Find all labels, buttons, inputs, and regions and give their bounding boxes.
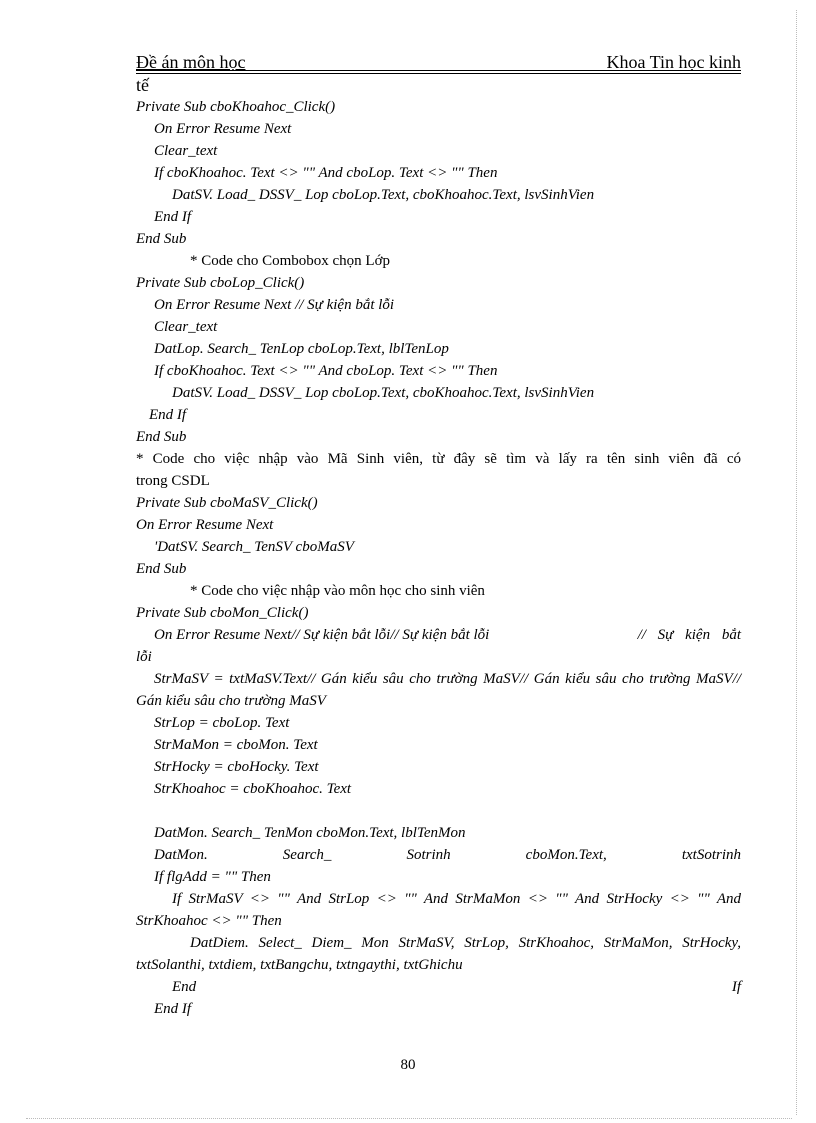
- code-line: If cboKhoahoc. Text <> "" And cboLop. Text <> "" Then: [154, 165, 498, 181]
- page-header: [136, 52, 741, 72]
- code-line: End If: [154, 1001, 192, 1017]
- code-line: End Sub: [136, 429, 187, 445]
- section-note: * Code cho việc nhập vào Mã Sinh viên, từ đây sẽ tìm và lấy ra tên sinh viên đã có: [136, 451, 741, 467]
- code-line: DatSV. Load_ DSSV_ Lop cboLop.Text, cboKhoahoc.Text, lsvSinhVien: [172, 187, 595, 203]
- code-line: End Sub: [136, 231, 187, 247]
- code-line: DatSV. Load_ DSSV_ Lop cboLop.Text, cboKhoahoc.Text, lsvSinhVien: [172, 385, 595, 401]
- section-note: * Code cho Combobox chọn Lớp: [190, 253, 390, 269]
- page-edge-right: [796, 10, 797, 1115]
- code-line: StrLop = cboLop. Text: [154, 715, 290, 731]
- code-line: On Error Resume Next: [154, 121, 292, 137]
- page-edge-bottom: [26, 1118, 792, 1119]
- header-rule-top: [136, 70, 741, 71]
- code-line: StrKhoahoc = cboKhoahoc. Text: [154, 781, 352, 797]
- header-right-title: Khoa Tin học kinh: [606, 52, 741, 72]
- code-line: Private Sub cboMon_Click(): [136, 605, 309, 621]
- header-rule-bottom: [136, 73, 741, 74]
- code-line: Private Sub cboKhoahoc_Click(): [136, 99, 336, 115]
- code-line: StrMaMon = cboMon. Text: [154, 737, 318, 753]
- code-line: End If: [172, 979, 741, 995]
- code-line: If cboKhoahoc. Text <> "" And cboLop. Text <> "" Then: [154, 363, 498, 379]
- code-line-part: // Sự kiện bắt: [637, 627, 741, 643]
- code-line: StrHocky = cboHocky. Text: [154, 759, 319, 775]
- code-listing: [136, 96, 741, 1020]
- section-note: * Code cho việc nhập vào môn học cho sinh viên: [190, 583, 485, 599]
- code-line: Private Sub cboMaSV_Click(): [136, 495, 318, 511]
- code-line: If StrMaSV <> "" And StrLop <> "" And StrMaMon <> "" And StrHocky <> "" And StrKhoahoc <> "" Then: [136, 891, 741, 929]
- code-line: DatMon. Search_ TenMon cboMon.Text, lblTenMon: [154, 825, 466, 841]
- section-note: trong CSDL: [136, 473, 210, 489]
- code-line: End If: [154, 209, 192, 225]
- code-line: DatMon. Search_ Sotrinh cboMon.Text, txtSotrinh: [154, 847, 741, 863]
- code-line: [136, 624, 741, 646]
- code-line: Clear_text: [154, 143, 218, 159]
- code-line: On Error Resume Next // Sự kiện bắt lỗi: [154, 297, 395, 313]
- code-line: End If: [149, 407, 187, 423]
- page-number: 80: [400, 1057, 416, 1073]
- code-line: DatDiem. Select_ Diem_ Mon StrMaSV, StrLop, StrKhoahoc, StrMaMon, StrHocky, txtSolanthi, txtdiem, txtBangchu, txtngaythi, txtGhichu: [136, 935, 741, 973]
- code-line: If flgAdd = "" Then: [154, 869, 271, 885]
- header-continuation: tế: [136, 75, 149, 95]
- code-line: DatLop. Search_ TenLop cboLop.Text, lblTenLop: [154, 341, 449, 357]
- code-line: Private Sub cboLop_Click(): [136, 275, 305, 291]
- code-line: On Error Resume Next: [136, 517, 274, 533]
- code-line: End Sub: [136, 561, 187, 577]
- header-left-title: Đề án môn học: [136, 52, 246, 72]
- code-line: 'DatSV. Search_ TenSV cboMaSV: [154, 539, 354, 555]
- blank-line: [136, 800, 741, 822]
- code-line: Clear_text: [154, 319, 218, 335]
- code-line: lỗi: [136, 649, 152, 665]
- code-line: StrMaSV = txtMaSV.Text// Gán kiểu sâu cho trường MaSV// Gán kiểu sâu cho trường MaSV// Gán kiểu sâu cho trường MaSV: [136, 671, 741, 709]
- code-line-part: On Error Resume Next// Sự kiện bắt lỗi// Sự kiện bắt lỗi: [154, 627, 490, 643]
